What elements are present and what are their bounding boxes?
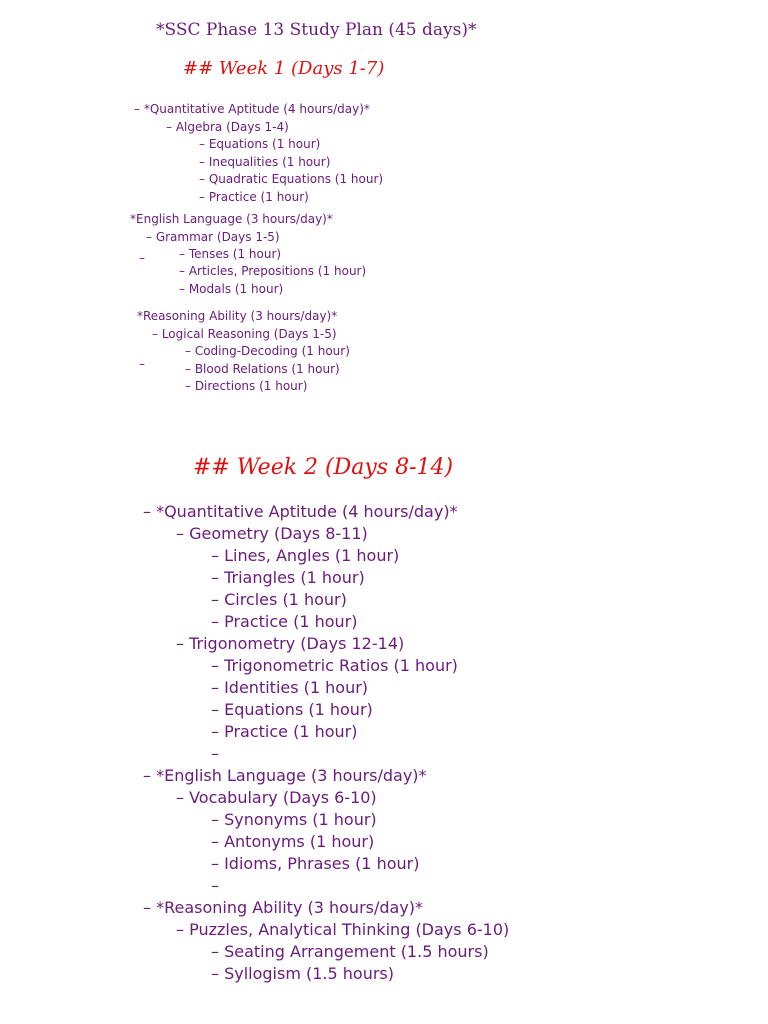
week1-reasoning-item: – Coding-Decoding (1 hour) [185,344,350,358]
week2-trig-item: – Equations (1 hour) [211,700,373,719]
trailing-dash: – [211,876,219,895]
week2-english-item: – Idioms, Phrases (1 hour) [211,854,420,873]
week2-reasoning-item: – Syllogism (1.5 hours) [211,964,394,983]
week2-puzzles: – Puzzles, Analytical Thinking (Days 6-10) [176,920,510,939]
week1-reasoning-item: – Directions (1 hour) [185,379,308,393]
week2-english-item: – Synonyms (1 hour) [211,810,377,829]
week2-reasoning-item: – Seating Arrangement (1.5 hours) [211,942,489,961]
week1-english-item: – Modals (1 hour) [179,282,284,296]
stray-dash: – [139,251,145,265]
week2-english-item: – Antonyms (1 hour) [211,832,375,851]
week2-vocabulary: – Vocabulary (Days 6-10) [176,788,377,807]
week2-trig-item: – Practice (1 hour) [211,722,358,741]
week2-quant-label: – *Quantitative Aptitude (4 hours/day)* [143,502,458,521]
week2-trigonometry: – Trigonometry (Days 12-14) [176,634,405,653]
week1-english-item: – Tenses (1 hour) [179,247,282,261]
week1-heading: ## Week 1 (Days 1-7) [183,58,385,79]
week2-trig-item: – Identities (1 hour) [211,678,369,697]
week2-geometry-item: – Lines, Angles (1 hour) [211,546,400,565]
trailing-dash: – [211,744,219,763]
week1-algebra: – Algebra (Days 1-4) [166,120,289,134]
week1-english-item: – Articles, Prepositions (1 hour) [179,264,367,278]
week2-geometry-item: – Triangles (1 hour) [211,568,365,587]
week1-quant-item: – Inequalities (1 hour) [199,155,331,169]
document-title: *SSC Phase 13 Study Plan (45 days)* [156,20,477,40]
week1-grammar: – Grammar (Days 1-5) [146,230,280,244]
week1-logical: – Logical Reasoning (Days 1-5) [152,327,337,341]
week1-quant-item: – Quadratic Equations (1 hour) [199,172,384,186]
week2-geometry-item: – Circles (1 hour) [211,590,347,609]
week2-trig-item: – Trigonometric Ratios (1 hour) [211,656,458,675]
week2-geometry-item: – Practice (1 hour) [211,612,358,631]
week2-heading: ## Week 2 (Days 8-14) [193,455,454,480]
stray-dash: – [139,357,145,371]
week1-english-label: *English Language (3 hours/day)* [130,212,333,226]
week2-reasoning-label: – *Reasoning Ability (3 hours/day)* [143,898,424,917]
week2-geometry: – Geometry (Days 8-11) [176,524,368,543]
week1-quant-label: – *Quantitative Aptitude (4 hours/day)* [134,102,370,116]
week2-english-label: – *English Language (3 hours/day)* [143,766,427,785]
week1-reasoning-label: *Reasoning Ability (3 hours/day)* [137,309,338,323]
week1-quant-item: – Equations (1 hour) [199,137,321,151]
week1-reasoning-item: – Blood Relations (1 hour) [185,362,340,376]
week1-quant-item: – Practice (1 hour) [199,190,309,204]
